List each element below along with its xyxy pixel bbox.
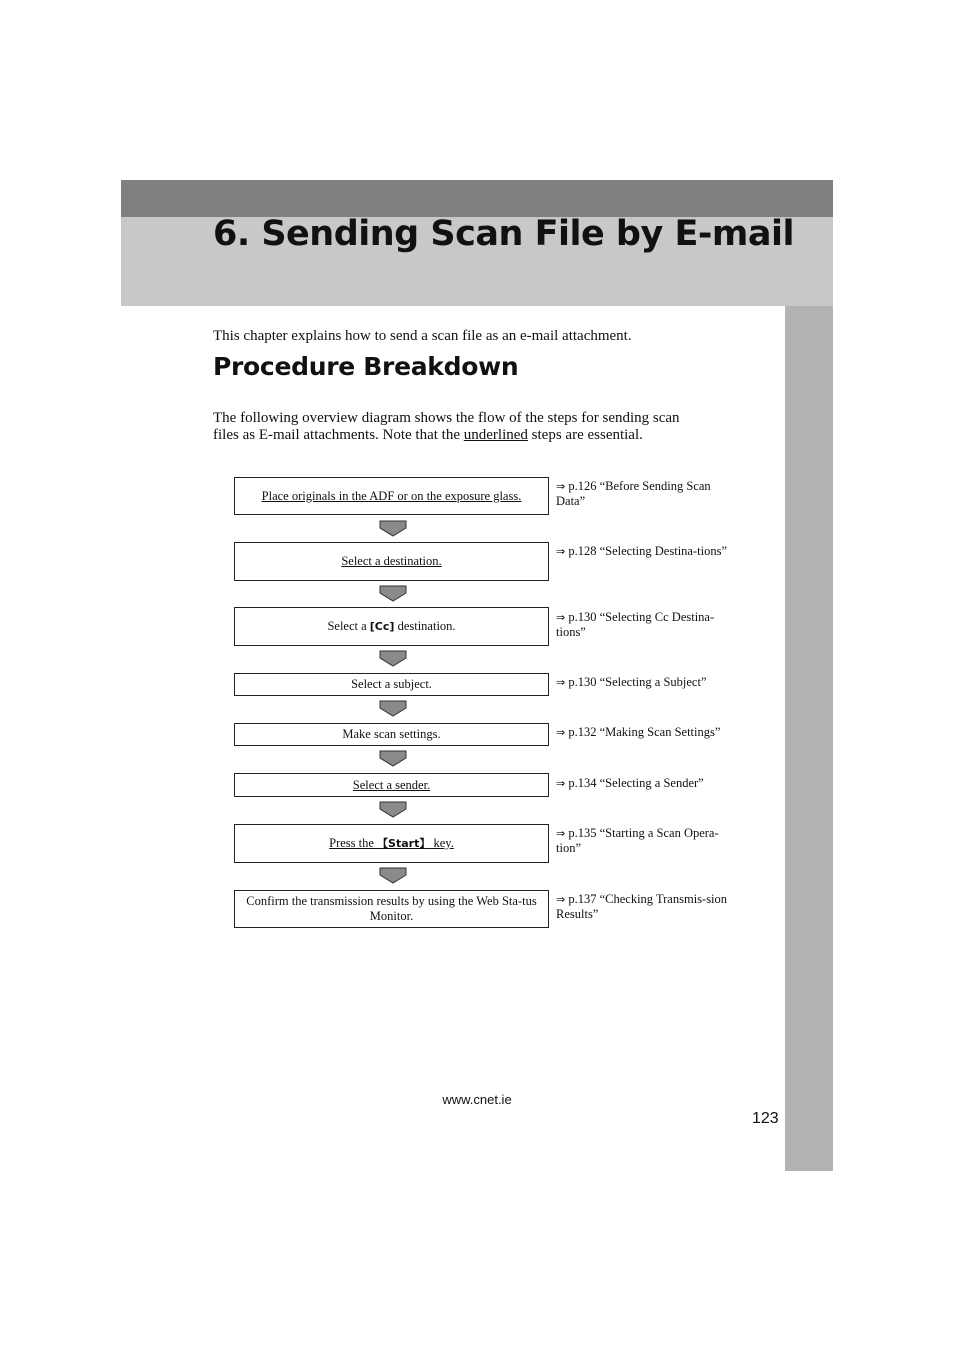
reference-arrow-icon: ⇒ xyxy=(556,893,566,906)
flow-arrow-icon xyxy=(376,867,410,885)
chapter-intro: This chapter explains how to send a scan file as an e-mail attachment. xyxy=(213,328,632,344)
flow-arrow-icon xyxy=(376,650,410,668)
side-thumb-tab xyxy=(785,306,833,1171)
reference-arrow-icon: ⇒ xyxy=(556,545,566,558)
overview-underlined-word: underlined xyxy=(463,427,528,443)
reference-arrow-icon: ⇒ xyxy=(556,726,566,739)
step-3-reference: ⇒ p.130 “Selecting Cc Destina-tions” xyxy=(556,610,715,639)
reference-arrow-icon: ⇒ xyxy=(556,827,566,840)
flow-step-7 xyxy=(234,824,549,863)
overview-paragraph xyxy=(213,410,753,444)
flow-step-8 xyxy=(234,890,549,928)
flow-step-3 xyxy=(234,607,549,646)
flow-arrow-icon xyxy=(376,585,410,603)
flow-arrow-icon xyxy=(376,700,410,718)
flow-arrow-icon xyxy=(376,750,410,768)
flow-step-4 xyxy=(234,673,549,696)
overview-text-after: steps are essential. xyxy=(527,427,643,443)
overview-line-2 xyxy=(213,427,753,444)
step-4-reference: ⇒ p.130 “Selecting a Subject” xyxy=(556,675,707,689)
step-3-label: Select a [Cc] destination. xyxy=(327,619,456,633)
reference-arrow-icon: ⇒ xyxy=(556,777,566,790)
page-number: 123 xyxy=(752,1110,779,1127)
reference-arrow-icon: ⇒ xyxy=(556,480,566,493)
step-8-label: Confirm the transmission results by using the Web Sta-tus Monitor. xyxy=(246,894,537,923)
flow-arrow-icon xyxy=(376,801,410,819)
reference-arrow-icon: ⇒ xyxy=(556,611,566,624)
step-7-label: Press the 【Start】 key. xyxy=(329,836,454,850)
step-1-reference: ⇒ p.126 “Before Sending Scan Data” xyxy=(556,479,711,508)
step-6-label: Select a sender. xyxy=(352,777,431,792)
overview-text-before: files as E-mail attachments. Note that the xyxy=(213,427,464,443)
cc-key-label: [Cc] xyxy=(369,620,395,633)
step-5-label: Make scan settings. xyxy=(342,727,441,741)
step-1-label: Place originals in the ADF or on the exposure glass. xyxy=(261,488,522,503)
flow-step-2 xyxy=(234,542,549,581)
reference-arrow-icon: ⇒ xyxy=(556,676,566,689)
step-2-label: Select a destination. xyxy=(341,554,442,568)
section-title: Procedure Breakdown xyxy=(213,352,519,381)
flow-step-5 xyxy=(234,723,549,746)
footer-url: www.cnet.ie xyxy=(442,1092,512,1107)
chapter-header-band-dark xyxy=(121,180,833,217)
flow-step-1 xyxy=(234,477,549,515)
start-key-label: 【Start】 xyxy=(377,837,431,850)
step-6-reference: ⇒ p.134 “Selecting a Sender” xyxy=(556,776,704,790)
step-8-reference: ⇒ p.137 “Checking Transmis-sion Results” xyxy=(556,892,728,921)
step-5-reference: ⇒ p.132 “Making Scan Settings” xyxy=(556,725,721,739)
chapter-title: 6. Sending Scan File by E-mail xyxy=(213,214,794,254)
flow-step-6 xyxy=(234,773,549,797)
step-7-reference: ⇒ p.135 “Starting a Scan Opera-tion” xyxy=(556,826,719,855)
flow-arrow-icon xyxy=(376,520,410,538)
overview-line-1: The following overview diagram shows the flow of the steps for sending scan xyxy=(213,410,680,426)
step-2-reference: ⇒ p.128 “Selecting Destina-tions” xyxy=(556,544,727,558)
step-4-label: Select a subject. xyxy=(351,677,432,691)
